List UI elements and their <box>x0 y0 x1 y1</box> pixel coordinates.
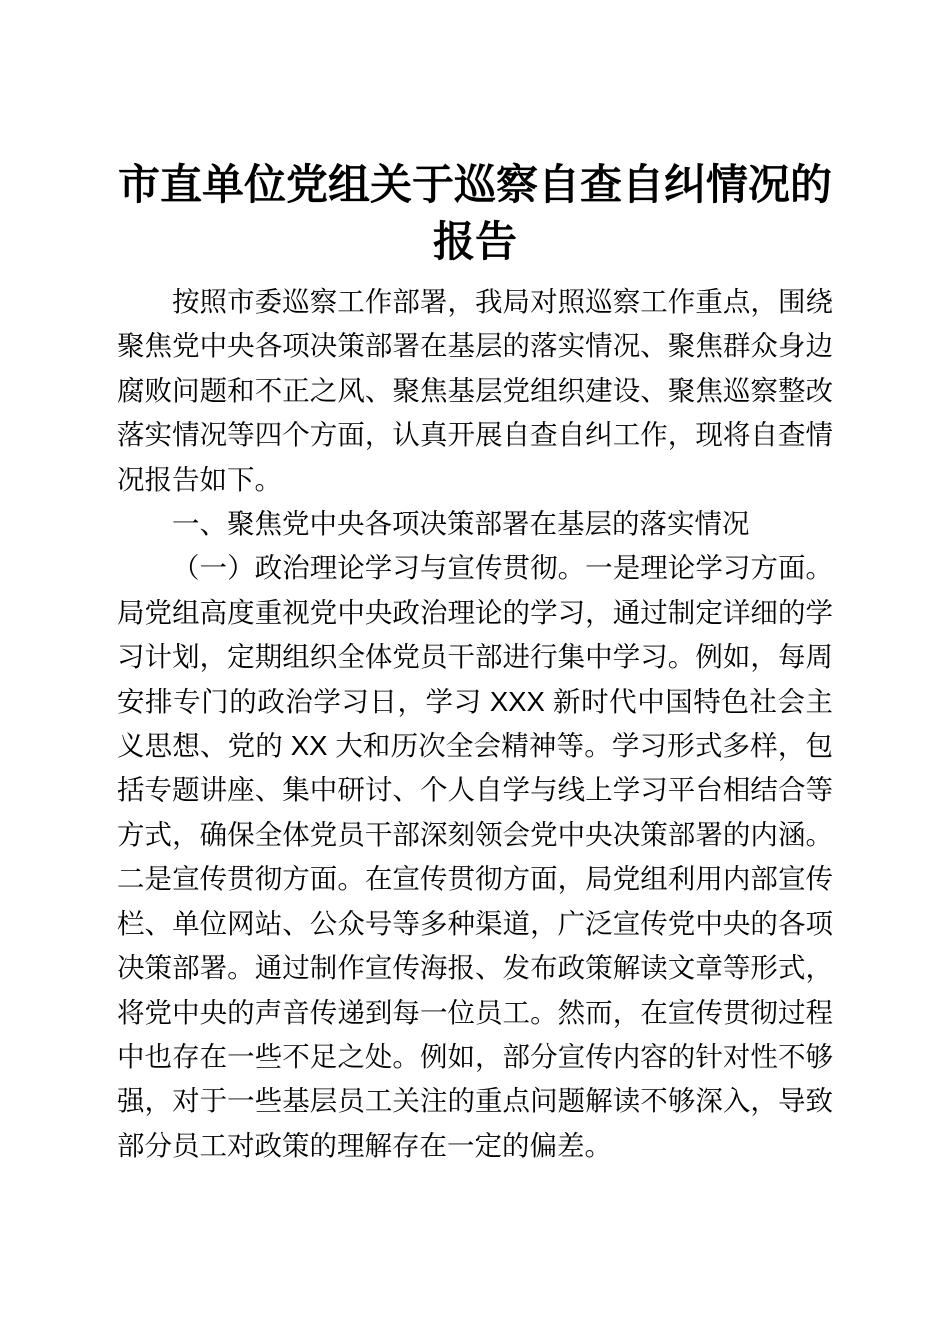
document-body <box>117 280 833 1168</box>
section-heading: 一、聚焦党中央各项决策部署在基层的落实情况 <box>172 508 750 540</box>
body-paragraph: 按照市委巡察工作部署，我局对照巡察工作重点，围绕聚焦党中央各项决策部署在基层的落实情况、聚焦群众身边腐败问题和不正之风、聚焦基层党组织建设、聚焦巡察整改落实情况等四个方面，认真开展自查自纠工作，现将自查情况报告如下。 <box>117 286 833 495</box>
body-paragraph: （一）政治理论学习与宣传贯彻。一是理论学习方面。局党组高度重视党中央政治理论的学习，通过制定详细的学习计划，定期组织全体党员干部进行集中学习。例如，每周安排专门的政治学习日，学习 XXX 新时代中国特色社会主义思想、党的 XX 大和历次全会精神等。学习形式多样，包括专题讲座、集中研讨、个人自学与线上学习平台相结合等方式，确保全体党员干部深刻领会党中央决策部署的内涵。二是宣传贯彻方面。在宣传贯彻方面，局党组利用内部宣传栏、单位网站、公众号等多种渠道，广泛宣传党中央的各项决策部署。通过制作宣传海报、发布政策解读文章等形式，将党中央的声音传递到每一位员工。然而，在宣传贯彻过程中也存在一些不足之处。例如，部分宣传内容的针对性不够强，对于一些基层员工关注的重点问题解读不够深入，导致部分员工对政策的理解存在一定的偏差。 <box>117 552 833 1161</box>
document-title: 市直单位党组关于巡察自查自纠情况的报告 <box>117 163 832 266</box>
